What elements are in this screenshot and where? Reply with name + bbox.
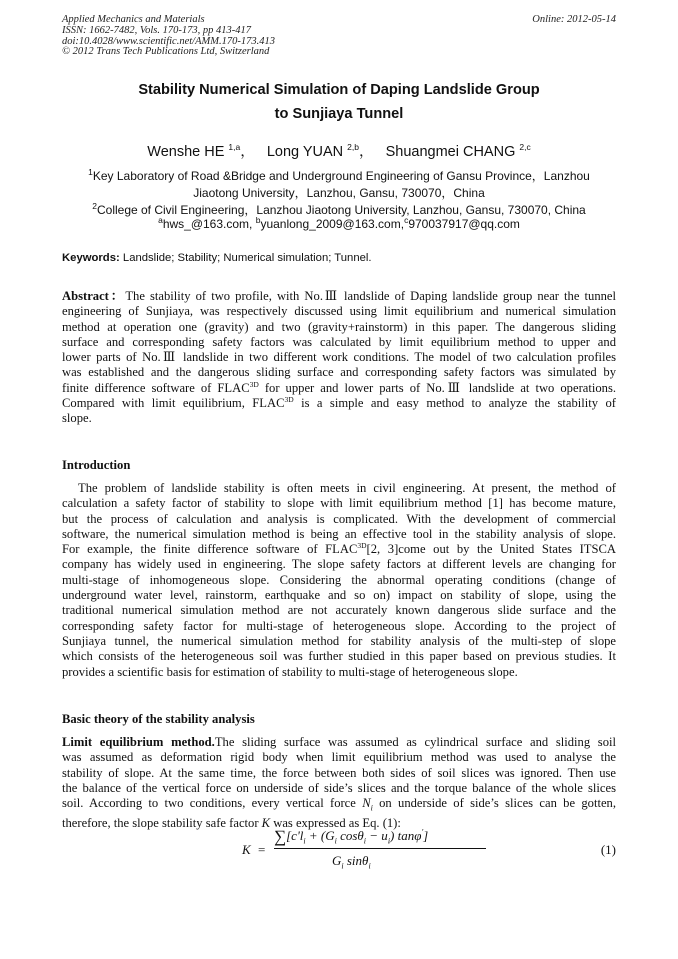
intro-line: calculation a safety factor of stability to slope with limit equilibrium method [1] has become mature, bbox=[62, 496, 616, 511]
email-superscript: a bbox=[158, 215, 163, 225]
affiliation-text: College of Civil Engineering，Lanzhou Jiaotong University, Lanzhou, Gansu, 730070, China bbox=[96, 203, 586, 217]
basic-line: Limit equilibrium method.The sliding surface was assumed as cylindrical surface and sliding soil bbox=[62, 735, 616, 749]
abstract-line: slope. bbox=[62, 411, 92, 426]
basic-theory-heading: Basic theory of the stability analysis bbox=[62, 712, 255, 726]
intro-line: software, the numerical simulation method is being an effective tool in the stability analysis of slope. bbox=[62, 526, 616, 541]
intro-line: company has widely used in engineering. The slope safety factors at different levels are changing for bbox=[62, 557, 616, 572]
copyright-line: © 2012 Trans Tech Publications Ltd, Switzerland bbox=[62, 46, 270, 58]
online-date: Online: 2012-05-14 bbox=[532, 14, 616, 25]
basic-line: stability of slope. At the same time, the force between both sides of soil slices was ignored. Then use bbox=[62, 765, 616, 780]
equation-equals: = bbox=[258, 842, 266, 857]
keywords-text: Landslide; Stability; Numerical simulation; Tunnel. bbox=[122, 252, 372, 264]
doi-link[interactable]: doi:10.4028/www.scientific.net/AMM.170-173.413 bbox=[62, 35, 275, 47]
author-superscript: 1,a bbox=[228, 142, 241, 153]
abstract-paragraph bbox=[62, 289, 616, 427]
abstract-label: Abstract： bbox=[62, 289, 126, 303]
email-a[interactable]: hws_@163.com, bbox=[162, 217, 256, 231]
email-superscript: c bbox=[404, 215, 409, 225]
intro-line: underground water level, rainstorm, earthquake and so on) impact on stability of slope, using the bbox=[62, 588, 616, 603]
paper-title-line-1: Stability Numerical Simulation of Daping Landslide Group bbox=[138, 82, 540, 98]
abstract-line: Compared with limit equilibrium, $FLAC^{3D}$ is a simple and easy method to analyze the stability of bbox=[62, 394, 616, 411]
affiliation-superscript: 1 bbox=[88, 167, 93, 177]
intro-line: corresponding safety factor for multi-stage of heterogeneous slope. According to the project of bbox=[62, 618, 616, 633]
email-line bbox=[40, 217, 638, 231]
author-superscript: 2,c bbox=[519, 142, 531, 153]
equation-number: (1) bbox=[600, 842, 616, 857]
intro-line: multi-stage of inhomogeneous slope. Considering the abnormal operating conditions (change of bbox=[62, 572, 616, 587]
intro-line: For example, the finite difference software of $FLAC^{3D}[2$, 3]come out by the United States ITSCA bbox=[62, 541, 616, 557]
equation-lhs: K bbox=[242, 842, 251, 857]
limit-equilibrium-paragraph bbox=[62, 735, 616, 831]
journal-name: Applied Mechanics and Materials bbox=[62, 14, 205, 25]
author-list bbox=[40, 140, 638, 161]
equation-1 bbox=[240, 829, 620, 871]
affiliation-1-line-1 bbox=[40, 167, 638, 184]
abstract-line: surface and corresponding safety factors was calculated by limit equilibrium method to upper and bbox=[62, 334, 616, 349]
affiliation-2 bbox=[40, 201, 638, 218]
keywords bbox=[62, 252, 616, 264]
introduction-heading: Introduction bbox=[62, 458, 131, 472]
abstract-line: Abstract：The stability of two profile, with No.Ⅲ landslide of Daping landslide group near the tunnel bbox=[62, 289, 617, 303]
author-separator: ， bbox=[240, 144, 263, 160]
intro-line: which consists of the heterogeneous soil was further studied in this paper based on previous studies. It bbox=[62, 649, 616, 664]
abstract-line: lower parts of No.Ⅲ landslide in two different work conditions. The model of two calculation profiles bbox=[62, 350, 616, 365]
author-name: Wenshe HE bbox=[147, 144, 225, 160]
basic-line: soil. According to two conditions, every vertical force $N_i$ on underside of side’s slices can be gotten, bbox=[62, 796, 617, 813]
limit-equilibrium-label: Limit equilibrium method. bbox=[62, 735, 215, 749]
equation-denominator: $G_i$ sinθ$_i$ bbox=[332, 853, 371, 871]
abstract-line: engineering of Sunjiaya, was respectively discussed using limit equilibrium and numerical simulation bbox=[62, 304, 616, 319]
affiliation-text: Key Laboratory of Road &Bridge and Underground Engineering of Gansu Province，Lanzhou bbox=[92, 169, 590, 183]
intro-line: The problem of landslide stability is often meets in civil engineering. At present, the method of bbox=[78, 481, 616, 495]
intro-line: provides a scientific basis for estimation of stability to multi-stage of heterogeneous slope. bbox=[62, 664, 518, 679]
email-c[interactable]: 970037917@qq.com bbox=[408, 217, 520, 231]
fraction-bar bbox=[274, 848, 486, 849]
intro-line: but the process of calculation and analysis is complicated. With the development of commercial bbox=[62, 511, 616, 526]
basic-line: was assumed as deformation rigid body when limit equilibrium method was used to analyse the bbox=[62, 750, 616, 765]
basic-line: therefore, the slope stability safe factor K was expressed as Eq. (1): bbox=[62, 816, 401, 830]
basic-line: the balance of the vertical force on underside of side’s slices and the torque balance of the whole slices bbox=[62, 780, 616, 795]
issn-line: ISSN: 1662-7482, Vols. 170-173, pp 413-417 bbox=[62, 24, 251, 36]
intro-line: traditional numerical simulation method are not accurately known dangerous slide surface and the bbox=[62, 603, 616, 618]
email-b[interactable]: yuanlong_2009@163.com, bbox=[260, 217, 405, 231]
author-separator: ， bbox=[359, 144, 382, 160]
affiliation-1-line-2: Jiaotong University，Lanzhou, Gansu, 730070，China bbox=[193, 186, 485, 200]
paper-title-line-2: to Sunjiaya Tunnel bbox=[274, 106, 404, 122]
author-superscript: 2,b bbox=[347, 142, 359, 153]
keywords-label: Keywords: bbox=[62, 252, 120, 264]
author-name: Long YUAN bbox=[266, 144, 344, 160]
abstract-line: was established and the dangerous sliding surface and corresponding safety factors was simulated by bbox=[62, 365, 616, 380]
introduction-paragraph bbox=[62, 481, 616, 680]
journal-header bbox=[62, 15, 616, 58]
intro-line: Sunjiaya tunnel, the numerical simulation method for stability analysis of the multi-step of slope bbox=[62, 633, 616, 648]
abstract-line: finite difference software of $FLAC^{3D}$ for upper and lower parts of No.Ⅲ landslide at two operations. bbox=[62, 379, 616, 395]
abstract-line: method at operation one (gravity) and two (gravity+rainstorm) in this paper. The dangerous sliding bbox=[62, 319, 616, 334]
email-superscript: b bbox=[255, 215, 261, 225]
equation-numerator: $\sum[c'l_i + (G_i$ $\cos\theta_i - u_i$) tanφ'] bbox=[274, 827, 429, 846]
affiliation-superscript: 2 bbox=[92, 201, 97, 211]
author-name: Shuangmei CHANG bbox=[385, 144, 516, 160]
